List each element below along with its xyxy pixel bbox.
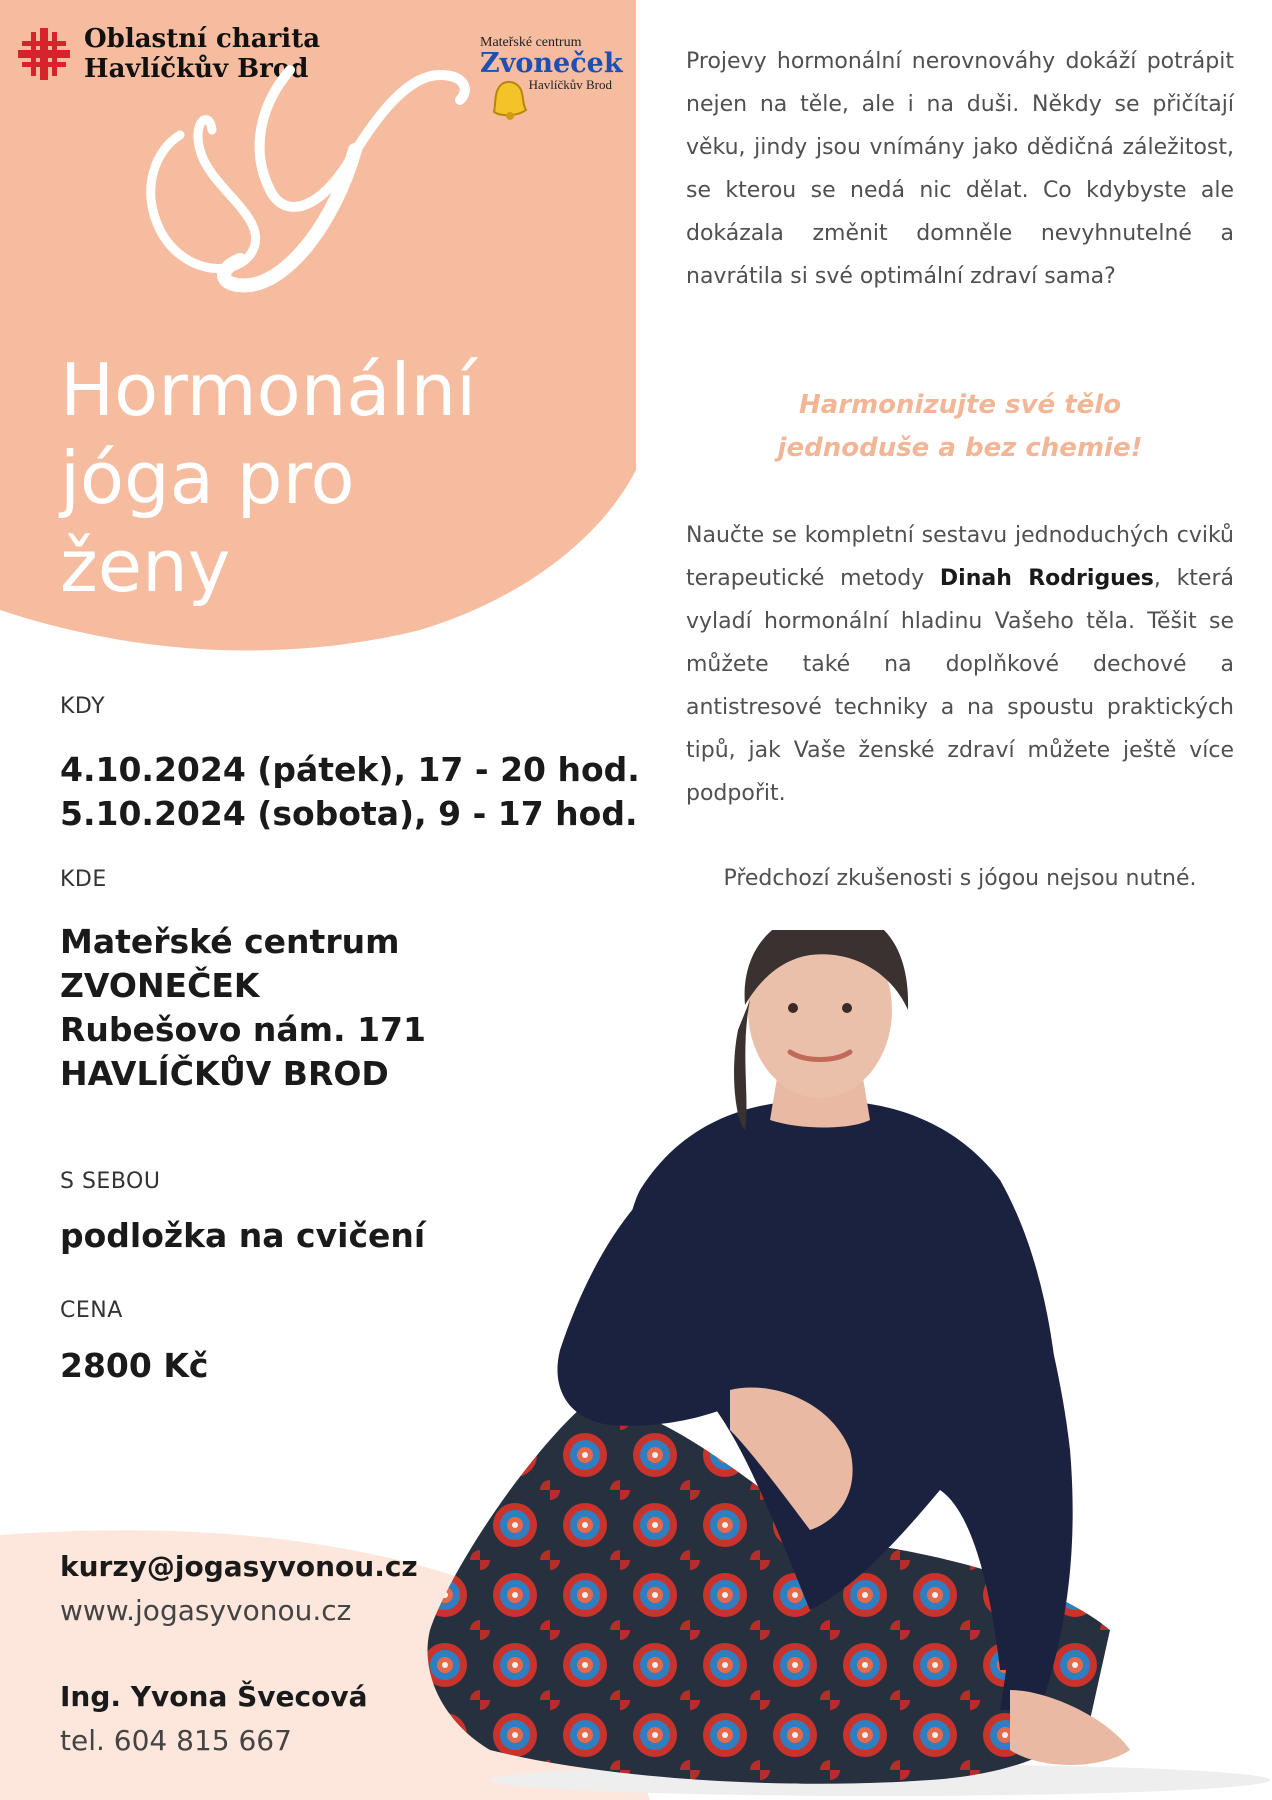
charita-name-line2: Havlíčkův Brod — [84, 54, 309, 84]
price-label: CENA — [60, 1298, 123, 1323]
price-value: 2800 Kč — [60, 1346, 209, 1385]
slogan-line-1: Harmonizujte své tělo — [798, 390, 1122, 420]
description-before: Naučte se kompletní sestavu jednoduchých cviků terapeutické metody — [686, 523, 1234, 591]
zvonecek-name: Zvoneček — [480, 48, 623, 79]
contact-email[interactable]: kurzy@jogasyvonou.cz — [60, 1550, 418, 1583]
description-after: , která vyladí hormonální hladinu Vašeho těla. Těšit se můžete také na doplňkové dechové a antistresové techniky a na spoustu praktických tipů, jak Vaše ženské zdraví můžete ještě více podpořit. — [686, 566, 1234, 806]
zvonecek-city: Havlíčkův Brod — [528, 77, 612, 92]
contact-phone[interactable]: tel. 604 815 667 — [60, 1724, 292, 1757]
title-line-2: jóga pro — [60, 436, 355, 520]
experience-note: Předchozí zkušenosti s jógou nejsou nutné. — [723, 866, 1197, 891]
instructor-photo — [410, 930, 1272, 1800]
charita-cross-icon — [16, 26, 72, 82]
contact-name: Ing. Yvona Švecová — [60, 1680, 368, 1713]
where-line-4: HAVLÍČKŮV BROD — [60, 1054, 389, 1093]
page-title — [60, 346, 620, 610]
when-line-2: 5.10.2024 (sobota), 9 - 17 hod. — [60, 794, 638, 833]
slogan-line-2: jednoduše a bez chemie! — [777, 433, 1143, 463]
intro-paragraph: Projevy hormonální nerovnováhy dokáží potrápit nejen na těle, ale i na duši. Někdy se přičítají věku, jindy jsou vnímány jako dědičná záležitost, se kterou se nedá nic dělat. Co kdybyste ale dokázala změnit domněle nevyhnutelné a navrátila si své optimální zdraví sama? — [686, 49, 1234, 289]
description-method-name: Dinah Rodrigues — [939, 566, 1154, 591]
contact-website[interactable]: www.jogasyvonou.cz — [60, 1594, 352, 1627]
description-paragraph — [686, 514, 1234, 815]
where-line-1: Mateřské centrum — [60, 922, 400, 961]
zvonecek-top-text: Mateřské centrum — [480, 35, 582, 50]
charita-name-line1: Oblastní charita — [84, 24, 321, 54]
when-line-1: 4.10.2024 (pátek), 17 - 20 hod. — [60, 750, 640, 789]
sy-monogram-icon — [140, 30, 480, 300]
where-value — [60, 920, 426, 1096]
bring-label: S SEBOU — [60, 1169, 161, 1194]
title-line-1: Hormonální — [60, 348, 477, 432]
title-line-3: ženy — [60, 524, 231, 608]
where-line-3: Rubešovo nám. 171 — [60, 1010, 426, 1049]
when-label: KDY — [60, 694, 106, 719]
where-line-2: ZVONEČEK — [60, 966, 260, 1005]
bell-icon — [486, 76, 530, 122]
when-value — [60, 748, 640, 836]
slogan — [686, 384, 1234, 470]
where-label: KDE — [60, 867, 107, 892]
bring-value: podložka na cvičení — [60, 1216, 426, 1255]
